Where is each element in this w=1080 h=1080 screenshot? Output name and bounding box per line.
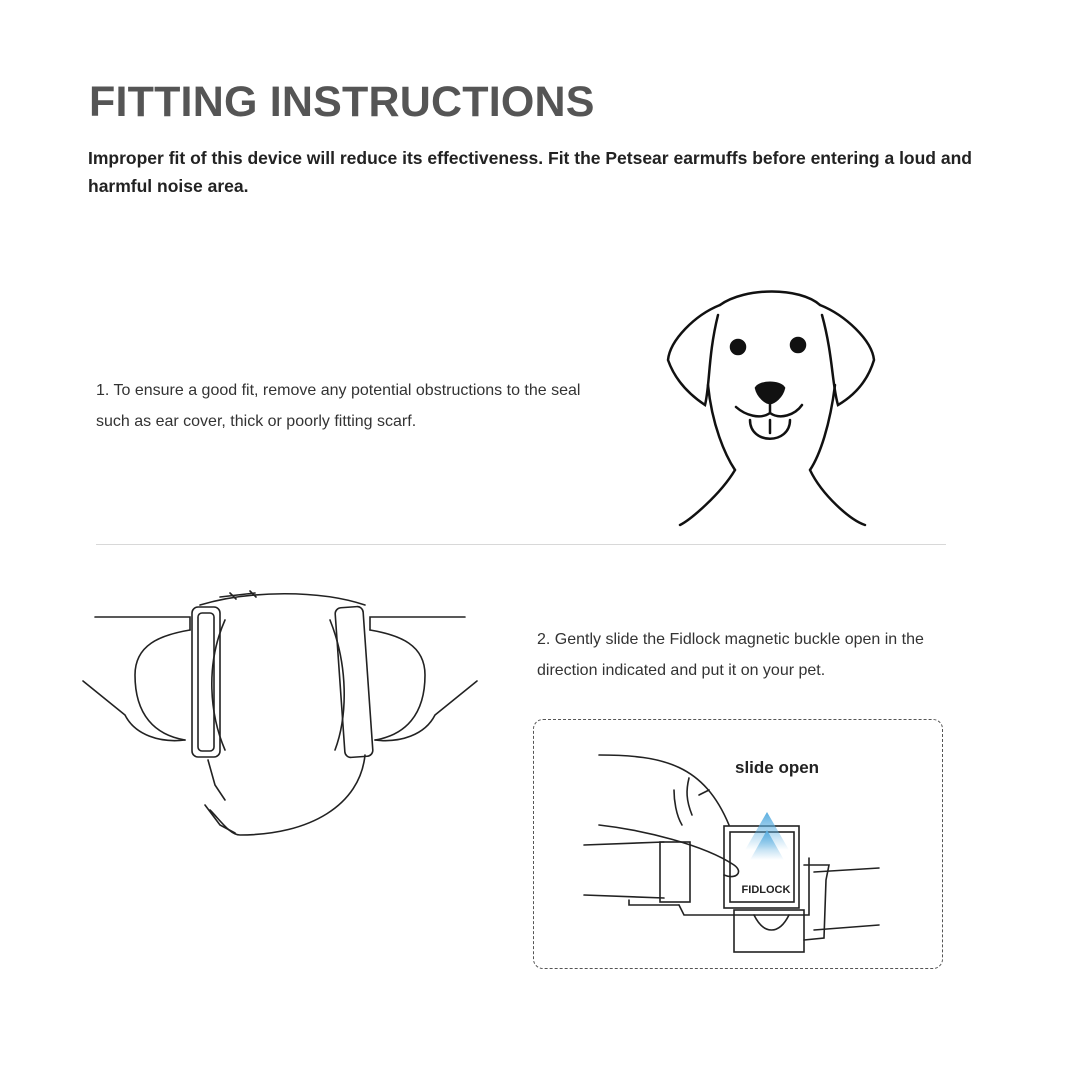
section-divider — [96, 544, 946, 545]
fidlock-logo: FIDLOCK — [741, 884, 791, 896]
step-2-text: 2. Gently slide the Fidlock magnetic buckle open in the direction indicated and put it on your pet. — [537, 631, 924, 679]
page-title: FITTING INSTRUCTIONS — [89, 78, 595, 126]
intro-text: Improper fit of this device will reduce its effectiveness. Fit the Petsear earmuffs before entering a loud and harmful noise area. — [88, 148, 972, 196]
earmuffs-illustration — [80, 585, 490, 845]
dog-illustration — [650, 285, 890, 535]
step-1-text: 1. To ensure a good fit, remove any potential obstructions to the seal such as ear cover, thick or poorly fitting scarf. — [96, 382, 581, 430]
slide-open-label: slide open — [735, 758, 820, 777]
buckle-illustration-frame — [533, 719, 943, 969]
